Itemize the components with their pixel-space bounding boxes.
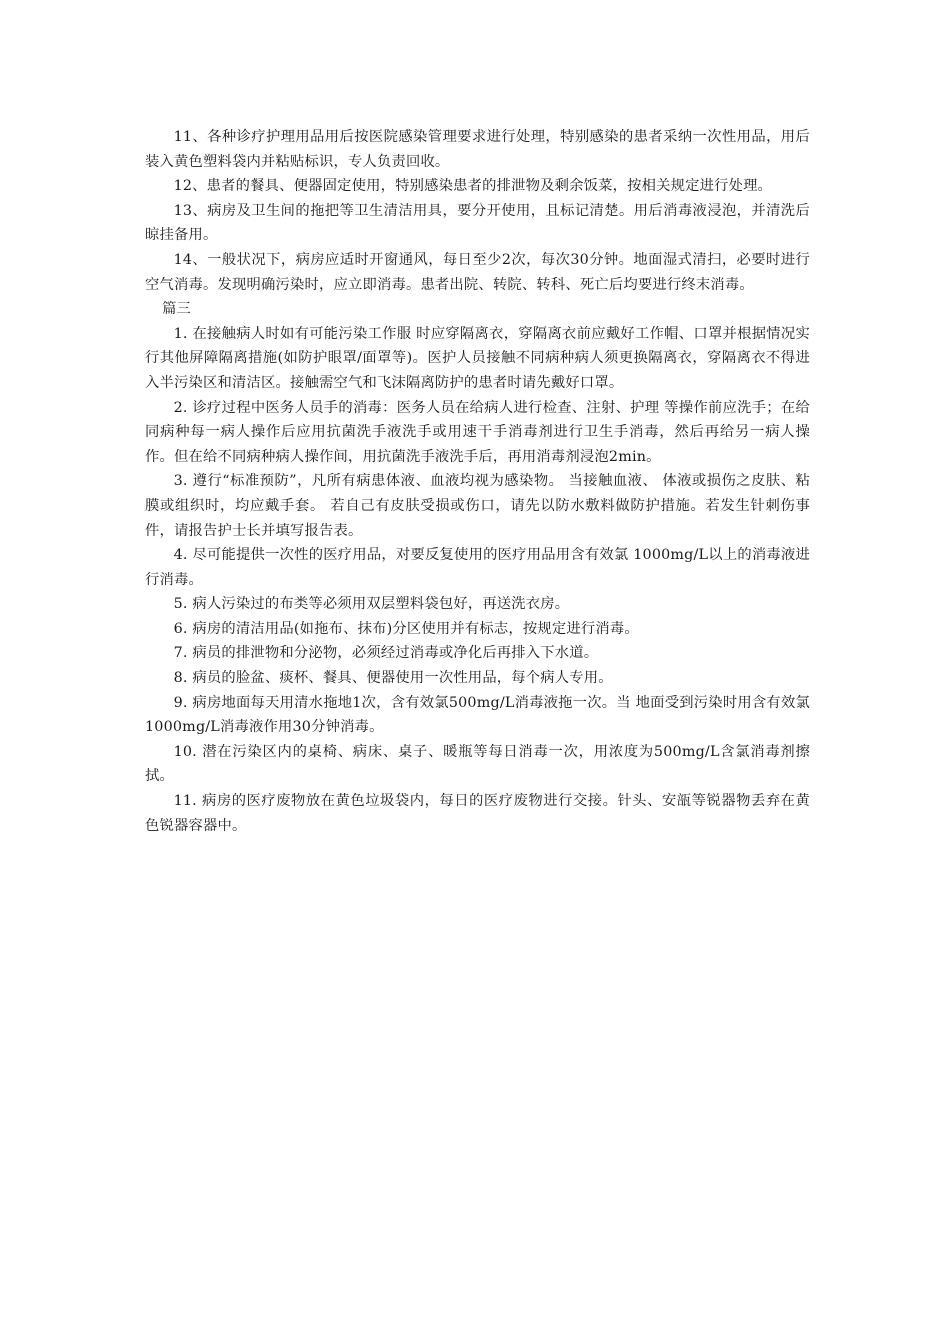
paragraph-rule-8: 8. 病员的脸盆、痰杯、餐具、便器使用一次性用品，每个病人专用。 bbox=[173, 670, 613, 687]
paragraph-rule-5: 5. 病人污染过的布类等必须用双层塑料袋包好，再送洗衣房。 bbox=[173, 596, 570, 613]
paragraph-rule-4: 4. 尽可能提供一次性的医疗用品，对要反复使用的医疗用品用含有效氯 1000mg/L以上的消毒液进行消毒。 bbox=[145, 547, 810, 588]
paragraph-rule-11: 11. 病房的医疗废物放在黄色垃圾袋内，每日的医疗废物进行交接。针头、安瓿等锐器物丢弃在黄色锐器容器中。 bbox=[145, 793, 810, 834]
paragraph-rule-3: 3. 遵行“标准预防”，凡所有病患体液、血液均视为感染物。 当接触血液、 体液或损伤之皮肤、粘膜或组织时，均应戴手套。 若自己有皮肤受损或伤口，请先以防水敷料做防护措施。若发生针刺伤事件，请报告护士长并填写报告表。 bbox=[145, 473, 810, 539]
paragraph-rule-6: 6. 病房的清洁用品(如拖布、抹布)分区使用并有标志，按规定进行消毒。 bbox=[173, 620, 639, 637]
paragraph-rule-1: 1. 在接触病人时如有可能污染工作服 时应穿隔离衣，穿隔离衣前应戴好工作帽、口罩并根据情况实行其他屏障隔离措施(如防护眼罩/面罩等)。医护人员接触不同病种病人须更换隔离衣，穿隔离衣不得进入半污染区和清洁区。接触需空气和飞沫隔离防护的患者时请先戴好口罩。 bbox=[145, 325, 810, 391]
paragraph-item-13: 13、病房及卫生间的拖把等卫生清洁用具，要分开使用，且标记清楚。用后消毒液浸泡，并清洗后晾挂备用。 bbox=[145, 202, 810, 244]
paragraph-rule-7: 7. 病员的排泄物和分泌物，必须经过消毒或净化后再排入下水道。 bbox=[173, 645, 599, 662]
paragraph-rule-9: 9. 病房地面每天用清水拖地1次，含有效氯500mg/L消毒液拖一次。当 地面受到污染时用含有效氯1000mg/L消毒液作用30分钟消毒。 bbox=[145, 694, 810, 736]
paragraph-rule-10: 10. 潜在污染区内的桌椅、病床、桌子、暖瓶等每日消毒一次，用浓度为500mg/L含氯消毒剂擦拭。 bbox=[145, 743, 810, 785]
document-body bbox=[145, 125, 810, 838]
paragraph-rule-2: 2. 诊疗过程中医务人员手的消毒：医务人员在给病人进行检查、注射、护理 等操作前应洗手；在给同病种每一病人操作后应用抗菌洗手液洗手或用速干手消毒剂进行卫生手消毒，然后再给另一病人操作。但在给不同病种病人操作间，用抗菌洗手液洗手后，再用消毒剂浸泡2min。 bbox=[145, 399, 810, 465]
paragraph-item-12: 12、患者的餐具、便器固定使用，特别感染患者的排泄物及剩余饭菜，按相关规定进行处理。 bbox=[173, 178, 773, 195]
section-heading: 篇三 bbox=[162, 301, 191, 318]
paragraph-item-14: 14、一般状况下，病房应适时开窗通风，每日至少2次，每次30分钟。地面湿式清扫，必要时进行空气消毒。发现明确污染时，应立即消毒。患者出院、转院、转科、死亡后均要进行终末消毒。 bbox=[145, 251, 810, 293]
paragraph-item-11: 11、各种诊疗护理用品用后按医院感染管理要求进行处理，特别感染的患者采纳一次性用品，用后装入黄色塑料袋内并粘贴标识，专人负责回收。 bbox=[145, 129, 810, 170]
